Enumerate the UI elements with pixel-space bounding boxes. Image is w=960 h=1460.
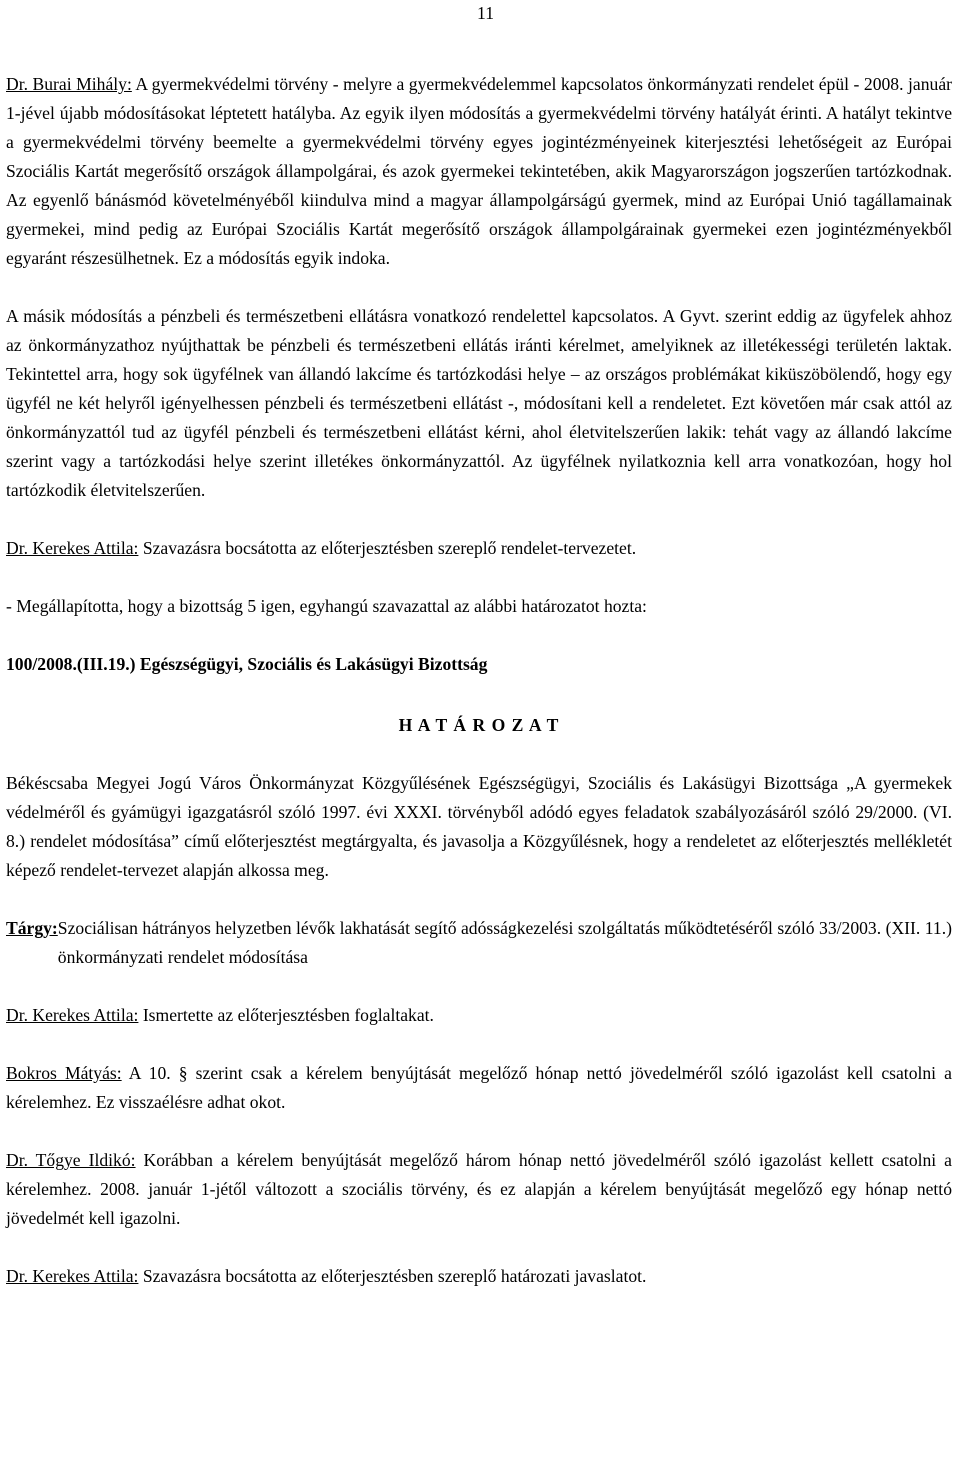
speaker-name: Dr. Kerekes Attila: <box>6 1266 139 1286</box>
subject-line <box>6 914 952 972</box>
paragraph-kerekes-intro <box>6 1001 952 1030</box>
speaker-name: Dr. Kerekes Attila: <box>6 1005 139 1025</box>
paragraph-text: Szavazásra bocsátotta az előterjesztésben szereplő rendelet-tervezetet. <box>138 538 637 558</box>
paragraph-text: Ismertette az előterjesztésben foglaltakat. <box>138 1005 434 1025</box>
paragraph-vote-result: - Megállapította, hogy a bizottság 5 igen, egyhangú szavazattal az alábbi határozatot hozta: <box>6 596 647 616</box>
paragraph-text: Szavazásra bocsátotta az előterjesztésben szereplő határozati javaslatot. <box>138 1266 647 1286</box>
paragraph-text: A gyermekvédelmi törvény - melyre a gyermekvédelemmel kapcsolatos önkormányzati rendelet épül - 2008. január 1-jével újabb módosításokat léptetett hatályba. Az egyik ilyen módosítás a gyermekvédelmi törvény hatályát érinti. A hatályt tekintve a gyermekvédelmi törvény beemelte a gyermekvédelmi törvény egyes jogintézményeinek kiterjesztési lehetőségeit az Európai Szociális Kartát megerősítő országok állampolgárai, és azok gyermekei tekintetében, akik Magyarországon jogszerűen tartózkodnak. Az egyenlő bánásmód követelményéből kiindulva mind a magyar állampolgárságú gyermek, mind az Európai Unió tagállamainak gyermekei, mind pedig az Európai Szociális Kartát megerősítő országok állampolgárainak gyermekei ezen jogintézményekből egyaránt részesülhetnek. Ez a módosítás egyik indoka. <box>6 74 952 268</box>
paragraph-burai <box>6 70 952 273</box>
resolution-number: 100/2008.(III.19.) Egészségügyi, Szociális és Lakásügyi Bizottság <box>6 654 488 674</box>
subject-text: Szociálisan hátrányos helyzetben lévők lakhatását segítő adósságkezelési szolgáltatás működtetéséről szóló 33/2003. (XII. 11.) önkormányzati rendelet módosítása <box>57 918 952 967</box>
speaker-name: Bokros Mátyás: <box>6 1063 122 1083</box>
paragraph-text: A 10. § szerint csak a kérelem benyújtását megelőző hónap nettó jövedelméről szóló igazolást kell csatolni a kérelemhez. Ez visszaélésre adhat okot. <box>6 1063 952 1112</box>
document-body <box>6 70 952 1291</box>
paragraph-text: Korábban a kérelem benyújtását megelőző három hónap nettó jövedelméről szóló igazolást kellett csatolni a kérelemhez. 2008. január 1-jétől változott a szociális törvény, és ez alapján a kérelem benyújtását megelőző egy hónap nettó jövedelmét kell igazolni. <box>6 1150 952 1228</box>
paragraph-bokros <box>6 1059 952 1117</box>
paragraph-amendment: A másik módosítás a pénzbeli és természetbeni ellátásra vonatkozó rendelettel kapcsolatos. A Gyvt. szerint eddig az ügyfelek ahhoz az önkormányzathoz nyújthattak be pénzbeli és természetbeni ellátás iránti kérelmet, amelyiknek az illetékességi területén laktak. Tekintettel arra, hogy sok ügyfélnek van állandó lakcíme és tartózkodási helye – az országos problémákat kiküszöbölendő, hogy egy ügyfél ne két helyről igényelhessen pénzbeli és természetbeni ellátást -, módosítani kell a rendeletet. Ezt követően már csak attól az önkormányzattól tud az ügyfél pénzbeli és természetbeni ellátást kérni, ahol életvitelszerűen lakik: tehát vagy az állandó lakcíme szerint vagy a tartózkodási helye szerint illetékes önkormányzattól. Az ügyfélnek nyilatkoznia kell arra vonatkozóan, hogy hol tartózkodik életvitelszerűen. <box>6 306 952 500</box>
paragraph-resolution-text: Békéscsaba Megyei Jogú Város Önkormányzat Közgyűlésének Egészségügyi, Szociális és Lakásügyi Bizottsága „A gyermekek védelméről és gyámügyi igazgatásról szóló 1997. évi XXXI. törvényből adódó egyes feladatok szabályozásáról szóló 29/2000. (VI. 8.) rendelet módosítása” című előterjesztést megtárgyalta, és javasolja a Közgyűlésnek, hogy a rendeletet az előterjesztés mellékletét képező rendelet-tervezet alapján alkossa meg. <box>6 773 952 880</box>
speaker-name: Dr. Kerekes Attila: <box>6 538 139 558</box>
paragraph-togye <box>6 1146 952 1233</box>
subject-label: Tárgy: <box>6 918 58 938</box>
paragraph-kerekes-vote-1 <box>6 534 952 563</box>
resolution-title: H A T Á R O Z A T <box>398 715 560 735</box>
paragraph-kerekes-vote-2 <box>6 1262 952 1291</box>
speaker-name: Dr. Burai Mihály: <box>6 74 132 94</box>
page-number: 11 <box>477 3 494 23</box>
speaker-name: Dr. Tőgye Ildikó: <box>6 1150 136 1170</box>
